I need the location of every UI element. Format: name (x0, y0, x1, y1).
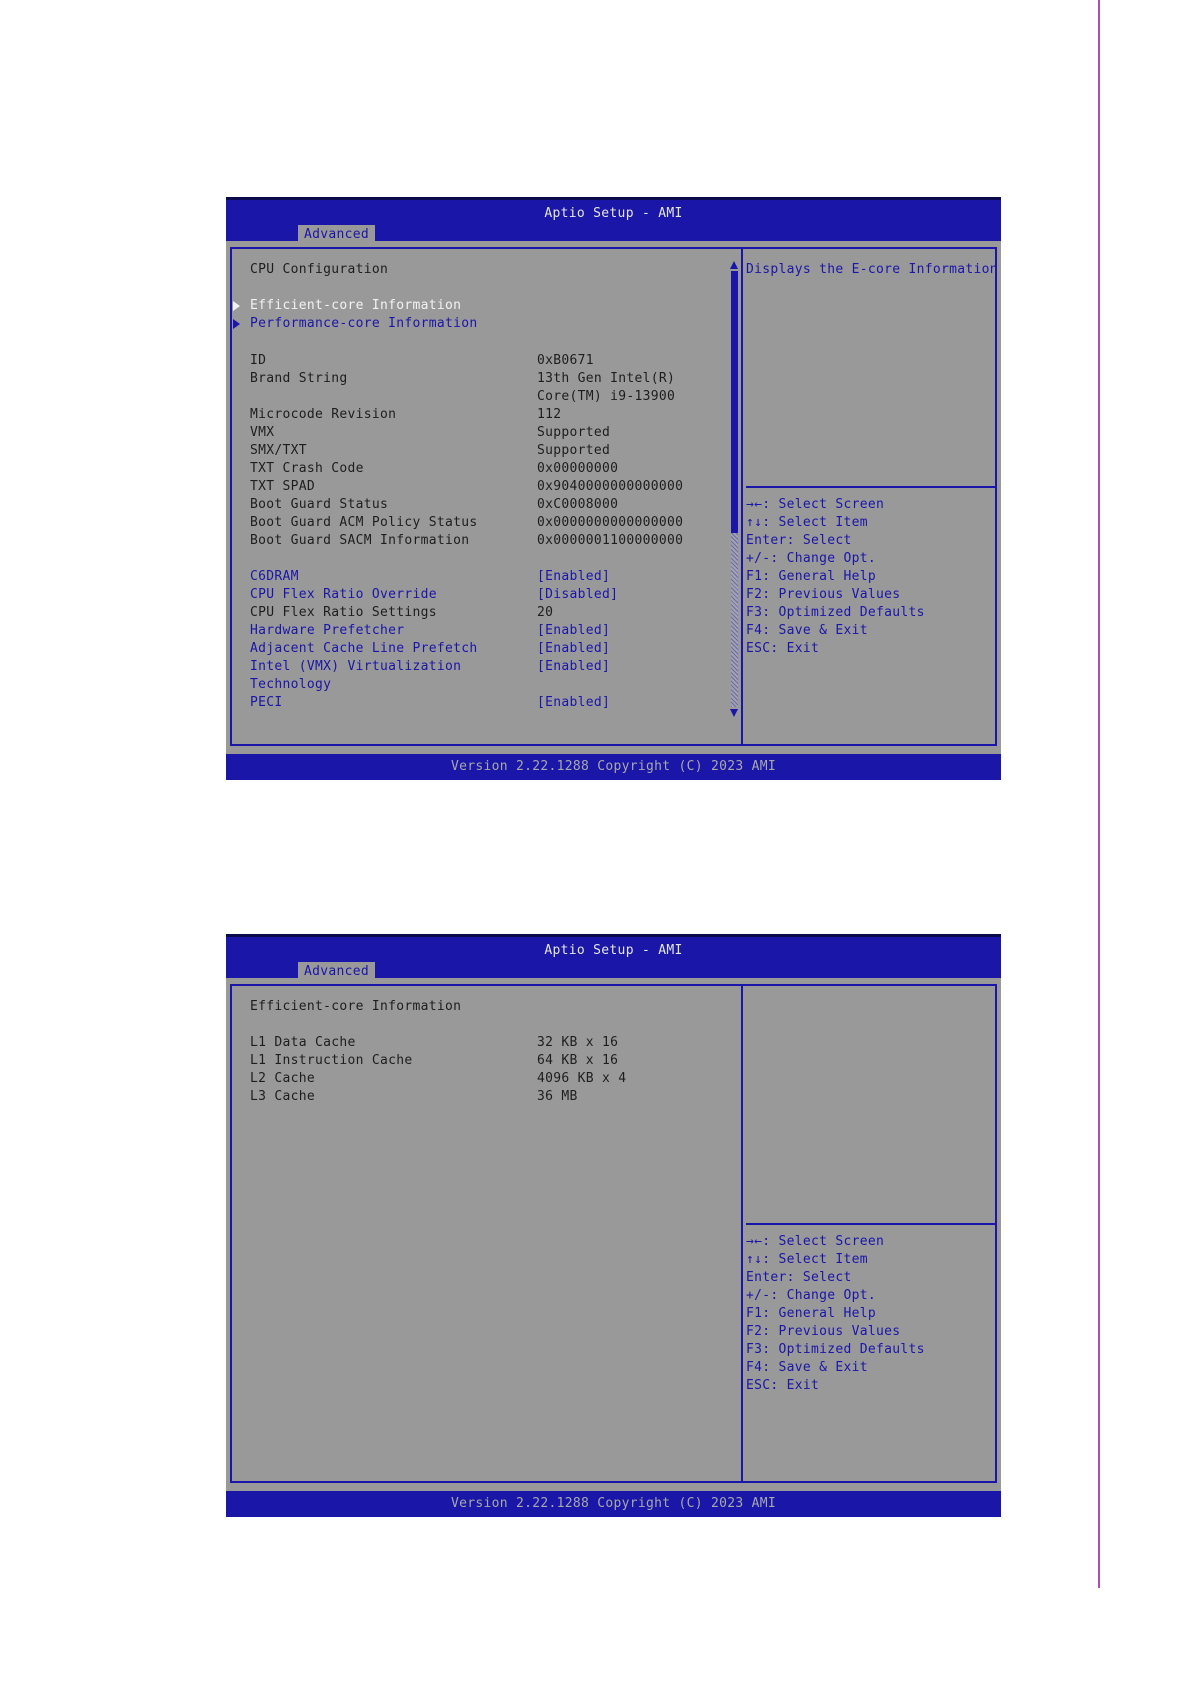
submenu-performance-core-information[interactable]: Performance-core Information (250, 316, 478, 331)
setting-peci[interactable]: PECI (250, 695, 283, 710)
info-value-txt-spad: 0x9040000000000000 (537, 479, 684, 494)
scroll-down-arrow-icon[interactable] (730, 709, 738, 717)
info-label-boot-guard-status: Boot Guard Status (250, 497, 389, 512)
info-label-boot-guard-acm-policy-status: Boot Guard ACM Policy Status (250, 515, 478, 530)
info-value-brand-string-line2: Core(TM) i9-13900 (537, 389, 676, 404)
setting-value-peci[interactable]: [Enabled] (537, 695, 611, 710)
setting-value-adjacent-cache-line-prefetch[interactable]: [Enabled] (537, 641, 611, 656)
scrollbar-thumb[interactable] (731, 271, 738, 533)
info-label-txt-spad: TXT SPAD (250, 479, 316, 494)
key-hint-select-item: ↑↓: Select Item (746, 1252, 868, 1267)
key-hint-f2: F2: Previous Values (746, 1324, 901, 1339)
key-hint-f3: F3: Optimized Defaults (746, 605, 925, 620)
key-hint-change-opt: +/-: Change Opt. (746, 551, 877, 566)
submenu-pointer-icon (233, 319, 240, 329)
tab-advanced[interactable]: Advanced (298, 225, 375, 244)
info-value-l3-cache: 36 MB (537, 1089, 578, 1104)
scroll-up-arrow-icon[interactable] (730, 261, 738, 269)
info-value-txt-crash-code: 0x00000000 (537, 461, 619, 476)
key-hint-f4: F4: Save & Exit (746, 1360, 868, 1375)
info-label-brand-string: Brand String (250, 371, 348, 386)
help-separator (746, 1223, 995, 1225)
info-value-microcode-revision: 112 (537, 407, 562, 422)
bios-screen-cpu-configuration (226, 197, 1001, 780)
setting-intel-vmx-virtualization[interactable]: Intel (VMX) Virtualization (250, 659, 462, 674)
key-hint-select-screen: →←: Select Screen (746, 1234, 885, 1249)
info-value-boot-guard-acm-policy-status: 0x0000000000000000 (537, 515, 684, 530)
setting-value-hardware-prefetcher[interactable]: [Enabled] (537, 623, 611, 638)
info-value-l1-data-cache: 32 KB x 16 (537, 1035, 619, 1050)
info-label-l1-data-cache: L1 Data Cache (250, 1035, 356, 1050)
setting-value-intel-vmx-virtualization[interactable]: [Enabled] (537, 659, 611, 674)
info-value-l1-instruction-cache: 64 KB x 16 (537, 1053, 619, 1068)
info-label-smx-txt: SMX/TXT (250, 443, 307, 458)
bios-screen-efficient-core-information (226, 934, 1001, 1517)
info-value-boot-guard-sacm-information: 0x0000001100000000 (537, 533, 684, 548)
setting-value-cpu-flex-ratio-override[interactable]: [Disabled] (537, 587, 619, 602)
setting-hardware-prefetcher[interactable]: Hardware Prefetcher (250, 623, 405, 638)
bios-title: Aptio Setup - AMI (544, 206, 683, 221)
info-label-l1-instruction-cache: L1 Instruction Cache (250, 1053, 413, 1068)
page-margin-rule (1098, 0, 1100, 1588)
info-label-vmx: VMX (250, 425, 275, 440)
bios-header (226, 934, 1001, 978)
key-hint-f2: F2: Previous Values (746, 587, 901, 602)
bios-footer: Version 2.22.1288 Copyright (C) 2023 AMI (226, 754, 1001, 780)
info-value-brand-string: 13th Gen Intel(R) (537, 371, 676, 386)
setting-cpu-flex-ratio-override[interactable]: CPU Flex Ratio Override (250, 587, 437, 602)
info-label-l2-cache: L2 Cache (250, 1071, 316, 1086)
key-hint-select-item: ↑↓: Select Item (746, 515, 868, 530)
setting-c6dram[interactable]: C6DRAM (250, 569, 299, 584)
key-hint-f1: F1: General Help (746, 569, 877, 584)
bios-header (226, 197, 1001, 241)
key-hint-esc: ESC: Exit (746, 1378, 820, 1393)
info-label-l3-cache: L3 Cache (250, 1089, 316, 1104)
help-description: Displays the E-core Information (746, 262, 998, 277)
page-title: CPU Configuration (250, 262, 389, 277)
setting-adjacent-cache-line-prefetch[interactable]: Adjacent Cache Line Prefetch (250, 641, 478, 656)
tab-advanced[interactable]: Advanced (298, 962, 375, 981)
bios-title: Aptio Setup - AMI (544, 943, 683, 958)
info-value-smx-txt: Supported (537, 443, 611, 458)
info-label-txt-crash-code: TXT Crash Code (250, 461, 364, 476)
info-value-id: 0xB0671 (537, 353, 594, 368)
key-hint-enter: Enter: Select (746, 533, 852, 548)
panel-divider (741, 247, 743, 746)
setting-cpu-flex-ratio-settings: CPU Flex Ratio Settings (250, 605, 437, 620)
panel-divider (741, 984, 743, 1483)
submenu-efficient-core-information[interactable]: Efficient-core Information (250, 298, 462, 313)
info-value-l2-cache: 4096 KB x 4 (537, 1071, 627, 1086)
page-title: Efficient-core Information (250, 999, 462, 1014)
setting-value-c6dram[interactable]: [Enabled] (537, 569, 611, 584)
info-label-microcode-revision: Microcode Revision (250, 407, 397, 422)
setting-value-cpu-flex-ratio-settings: 20 (537, 605, 554, 620)
info-value-vmx: Supported (537, 425, 611, 440)
info-label-boot-guard-sacm-information: Boot Guard SACM Information (250, 533, 470, 548)
key-hint-enter: Enter: Select (746, 1270, 852, 1285)
info-label-id: ID (250, 353, 267, 368)
key-hint-f3: F3: Optimized Defaults (746, 1342, 925, 1357)
key-hint-change-opt: +/-: Change Opt. (746, 1288, 877, 1303)
key-hint-select-screen: →←: Select Screen (746, 497, 885, 512)
bios-footer: Version 2.22.1288 Copyright (C) 2023 AMI (226, 1491, 1001, 1517)
key-hint-esc: ESC: Exit (746, 641, 820, 656)
help-separator (746, 486, 995, 488)
setting-intel-vmx-virtualization-line2[interactable]: Technology (250, 677, 332, 692)
key-hint-f1: F1: General Help (746, 1306, 877, 1321)
submenu-pointer-icon (233, 301, 240, 311)
info-value-boot-guard-status: 0xC0008000 (537, 497, 619, 512)
key-hint-f4: F4: Save & Exit (746, 623, 868, 638)
